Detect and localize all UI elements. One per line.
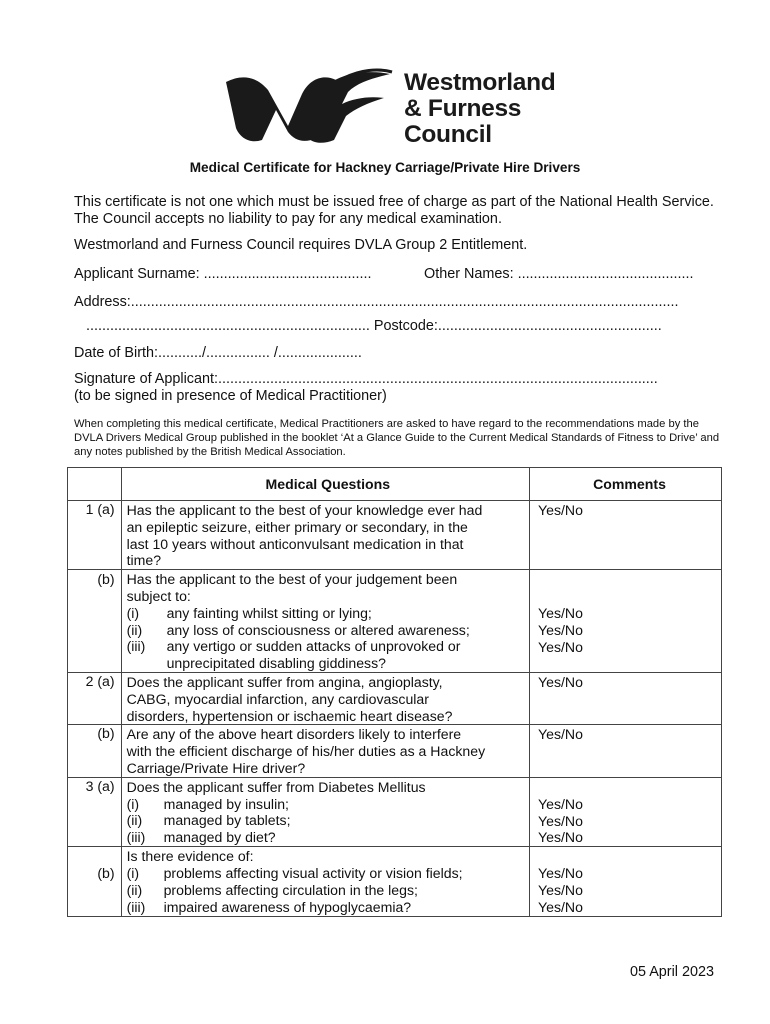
question-number: 2 (a) [68, 672, 122, 724]
sub-question-number: (ii) [126, 621, 143, 638]
sub-question-number: (i) [126, 795, 140, 812]
sub-question-number: (iii) [126, 829, 146, 846]
sub-question-text: managed by diet? [163, 829, 276, 846]
comment-cell [530, 777, 722, 846]
yes-no-answer: Yes/No [538, 898, 583, 915]
question-number-label: (b) [97, 571, 115, 588]
question-line: Are any of the above heart disorders likely to interfere [126, 726, 462, 743]
question-line: disorders, hypertension or ischaemic heart disease? [126, 707, 453, 724]
yes-no-answer: Yes/No [538, 865, 583, 882]
question-line: subject to: [126, 587, 191, 604]
question-line: with the efficient discharge of his/her duties as a Hackney [126, 743, 486, 760]
signature-note: (to be signed in presence of Medical Practitioner) [74, 388, 387, 404]
sub-question [127, 899, 529, 916]
question-number [68, 847, 122, 916]
question-line: an epileptic seizure, either primary or secondary, in the [126, 518, 468, 535]
question-text [121, 672, 529, 724]
yes-no-answer: Yes/No [538, 881, 583, 898]
sub-question-number: (ii) [126, 812, 143, 829]
header-number-cell [68, 468, 122, 501]
comment-cell [530, 725, 722, 777]
sub-question [127, 622, 529, 639]
question-line: Has the applicant to the best of your judgement been [126, 571, 458, 588]
sub-question-number: (i) [126, 604, 140, 621]
sub-question-number: (iii) [126, 898, 146, 915]
yes-no-answer: Yes/No [538, 621, 583, 638]
yes-no-answer: Yes/No [538, 726, 583, 743]
question-line: Is there evidence of: [126, 848, 254, 865]
organization-name [404, 70, 555, 148]
sub-question [127, 865, 529, 882]
organization-name-line-1: Westmorland [404, 69, 556, 96]
practitioner-note: When completing this medical certificate, Medical Practitioners are asked to have regard to the recommendations made by the DVLA Drivers Medical Group published in the booklet ‘At a Glance Guide to the Current Medical Standards of Fitness to Drive’ and any notes published by the British Medical Association. [74, 418, 720, 458]
comment-cell [530, 847, 722, 916]
question-number: 1 (a) [68, 501, 122, 570]
surname-field: Applicant Surname: .......................................... [74, 266, 372, 282]
table-row [68, 777, 722, 846]
sub-question-text: any loss of consciousness or altered awareness; [166, 621, 470, 638]
table-row [68, 725, 722, 777]
document-date: 05 April 2023 [629, 964, 714, 980]
westmorland-furness-logo-icon [224, 68, 394, 146]
document-title: Medical Certificate for Hackney Carriage/Private Hire Drivers [189, 160, 581, 175]
yes-no-answer: Yes/No [538, 638, 583, 655]
sub-question-text: any vertigo or sudden attacks of unprovoked or [166, 638, 461, 655]
question-number-label: (b) [97, 865, 115, 882]
table-row [68, 501, 722, 570]
sub-question-text: any fainting whilst sitting or lying; [166, 604, 372, 621]
sub-question-number: (ii) [126, 881, 143, 898]
sub-question-text: impaired awareness of hypoglycaemia? [163, 898, 412, 915]
sub-question-number: (i) [126, 864, 140, 881]
date-of-birth-field: Date of Birth:.........../................ /..................... [74, 345, 362, 361]
sub-question [127, 605, 529, 622]
question-text [121, 501, 529, 570]
table-header-row [68, 468, 722, 501]
medical-questions-table [67, 467, 722, 917]
question-line: Does the applicant suffer from angina, angioplasty, [126, 673, 443, 690]
comment-cell [530, 672, 722, 724]
question-text [121, 570, 529, 673]
question-line: Carriage/Private Hire driver? [126, 759, 306, 776]
other-names-field: Other Names: ............................................ [424, 266, 694, 282]
sub-question [127, 829, 529, 846]
sub-question-text: problems affecting circulation in the legs; [163, 881, 418, 898]
address-postcode-field: ....................................................................... Postcode:........................................................ [86, 318, 662, 334]
question-line: time? [126, 552, 162, 569]
table-row [68, 570, 722, 673]
yes-no-answer: Yes/No [538, 795, 583, 812]
question-line: CABG, myocardial infarction, any cardiovascular [126, 690, 429, 707]
question-number: (b) [68, 725, 122, 777]
sub-question [127, 812, 529, 829]
comment-cell [530, 501, 722, 570]
yes-no-answer: Yes/No [538, 812, 583, 829]
comment-cell [530, 570, 722, 673]
sub-question [127, 882, 529, 899]
yes-no-answer: Yes/No [538, 673, 583, 690]
sub-question [127, 796, 529, 813]
signature-field: Signature of Applicant:.............................................................................................................. [74, 371, 658, 387]
sub-question-number: (iii) [126, 638, 146, 655]
question-line: unprecipitated disabling giddiness? [166, 655, 386, 672]
header-comments: Comments [530, 468, 722, 501]
yes-no-answer: Yes/No [538, 829, 583, 846]
question-number [68, 570, 122, 673]
question-text [121, 847, 529, 916]
intro-paragraph-2: Westmorland and Furness Council requires DVLA Group 2 Entitlement. [74, 237, 528, 253]
organization-name-line-2: & Furness [404, 95, 522, 122]
question-line: last 10 years without anticonvulsant medication in that [126, 535, 464, 552]
sub-question-text: managed by insulin; [163, 795, 289, 812]
address-field: Address:......................................................................................................................................... [74, 294, 679, 310]
intro-paragraph-1: This certificate is not one which must be issued free of charge as part of the National Health Service. The Council accepts no liability to pay for any medical examination. [74, 194, 714, 227]
sub-question-text: problems affecting visual activity or vision fields; [163, 864, 463, 881]
question-text [121, 725, 529, 777]
table-row [68, 847, 722, 916]
question-text [121, 777, 529, 846]
table-row [68, 672, 722, 724]
yes-no-answer: Yes/No [538, 502, 583, 518]
organization-name-line-3: Council [404, 121, 492, 148]
sub-question-text: managed by tablets; [163, 812, 291, 829]
sub-question [127, 638, 529, 655]
question-line: Has the applicant to the best of your knowledge ever had [126, 502, 483, 518]
yes-no-answer: Yes/No [538, 605, 583, 622]
header-questions: Medical Questions [121, 468, 529, 501]
question-line: Does the applicant suffer from Diabetes Mellitus [126, 778, 426, 795]
question-number: 3 (a) [68, 777, 122, 846]
